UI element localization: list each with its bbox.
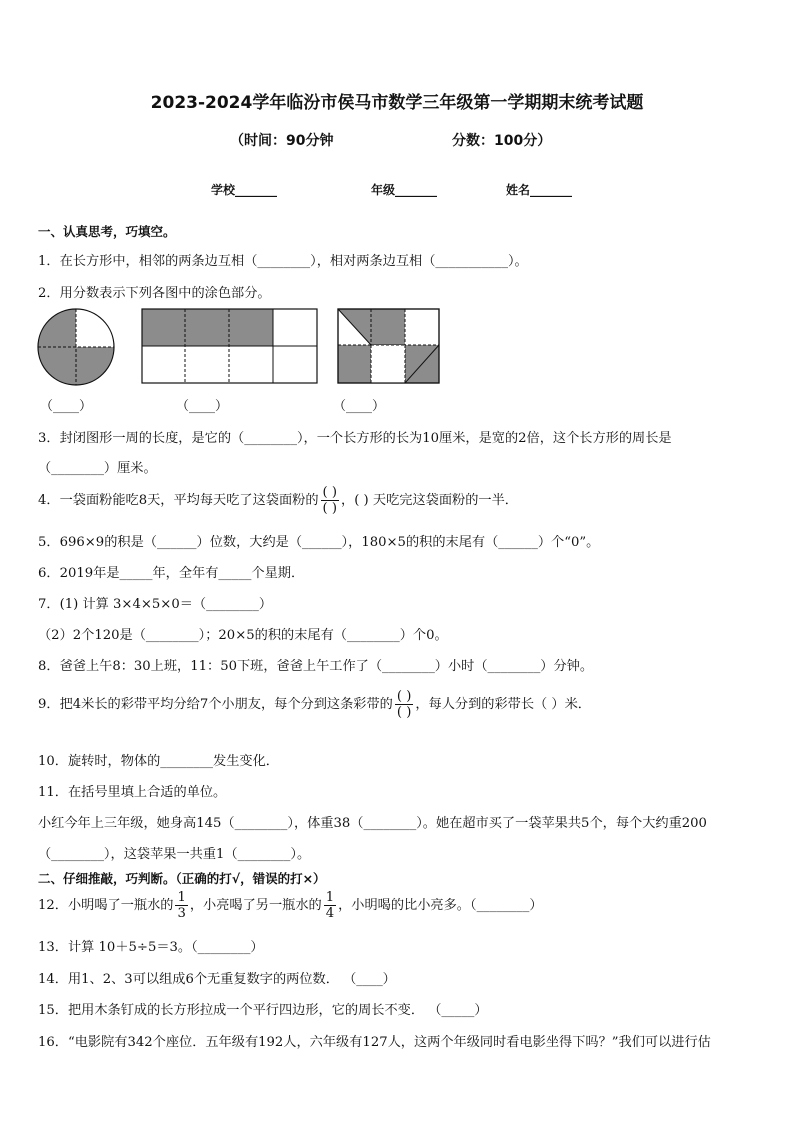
question-1: 1．在长方形中，相邻的两条边互相（________），相对两条边互相（___________）。 xyxy=(38,254,528,269)
fraction-one-fourth xyxy=(324,891,336,920)
question-12 xyxy=(38,891,543,920)
fraction-numerator: ( ) xyxy=(322,485,338,500)
question-7-part-2: （2）2个120是（________）；20×5的积的末尾有（________）个0。 xyxy=(38,628,448,643)
fraction-numerator: ( ) xyxy=(396,689,412,704)
exam-time: （时间：90分钟 xyxy=(230,133,334,149)
question-9-text-b: ，每人分到的彩带长（ ）米． xyxy=(415,697,591,713)
question-11-line-2: （________），这袋苹果一共重1（________）。 xyxy=(38,847,311,862)
exam-score: 分数：100分） xyxy=(452,133,552,149)
circle-figure xyxy=(37,308,117,388)
question-13: 13．计算 10＋5÷5＝3。（________） xyxy=(38,940,264,955)
fraction-denominator: 3 xyxy=(177,906,186,922)
fraction-denominator: ( ) xyxy=(396,705,412,721)
question-14: 14．用1、2、3可以组成6个无重复数字的两位数． （____） xyxy=(38,972,396,987)
question-4-text-b: ，( ) 天吃完这袋面粉的一半． xyxy=(341,493,518,509)
fraction-denominator: 4 xyxy=(325,906,335,922)
fraction-denominator: ( ) xyxy=(322,501,338,517)
question-2: 2．用分数表示下列各图中的涂色部分。 xyxy=(38,286,271,301)
name-field: 姓名_______ xyxy=(506,183,573,197)
question-9 xyxy=(38,690,591,719)
question-15: 15．把用木条钉成的长方形拉成一个平行四边形，它的周长不变． （_____） xyxy=(38,1003,488,1018)
q2-answer-blank-2[interactable]: （____） xyxy=(176,399,229,414)
question-8: 8．爸爸上午8：30上班，11：50下班，爸爸上午工作了（________）小时（________）分钟。 xyxy=(38,659,594,674)
question-4 xyxy=(38,486,518,515)
question-12-text-c: ，小明喝的比小亮多。（________） xyxy=(338,898,543,914)
rectangle-figure xyxy=(141,308,319,386)
question-9-text-a: 9．把4米长的彩带平均分给7个小朋友，每个分到这条彩带的 xyxy=(38,697,393,713)
school-field: 学校_______ xyxy=(211,183,278,197)
question-3-line-1: 3．封闭图形一周的长度，是它的（________），一个长方形的长为10厘米，是宽的2倍，这个长方形的周长是 xyxy=(38,431,672,446)
section-1-heading: 一、认真思考，巧填空。 xyxy=(38,224,176,239)
question-5: 5．696×9的积是（______）位数，大约是（______），180×5的积的末尾有（______）个“0”。 xyxy=(38,535,600,550)
question-9-fraction[interactable] xyxy=(395,690,413,719)
q2-answer-blank-1[interactable]: （____） xyxy=(40,399,93,414)
question-7-part-1: 7．(1) 计算 3×4×5×0＝（________） xyxy=(38,597,273,612)
question-12-text-a: 12．小明喝了一瓶水的 xyxy=(38,898,174,914)
question-6: 6．2019年是_____年，全年有_____个星期． xyxy=(38,566,305,581)
question-3-line-2: （________）厘米。 xyxy=(38,461,157,476)
question-11-line-1: 小红今年上三年级，她身高145（________），体重38（________）。她在超市买了一袋苹果共5个，每个大约重200 xyxy=(38,816,707,831)
fraction-one-third xyxy=(175,891,187,920)
question-4-text-a: 4．一袋面粉能吃8天，平均每天吃了这袋面粉的 xyxy=(38,493,319,509)
section-2-heading: 二、仔细推敲，巧判断。（正确的打√，错误的打×） xyxy=(38,871,326,886)
page-title: 2023-2024学年临汾市侯马市数学三年级第一学期期末统考试题 xyxy=(150,93,644,113)
fraction-numerator: 1 xyxy=(177,890,186,905)
question-16: 16．“电影院有342个座位．五年级有192人，六年级有127人，这两个年级同时看电影坐得下吗？”我们可以进行估 xyxy=(38,1035,711,1050)
grade-field: 年级_______ xyxy=(371,183,438,197)
question-10: 10．旋转时，物体的________发生变化． xyxy=(38,754,279,769)
triangle-figure xyxy=(337,308,441,386)
question-12-text-b: ，小亮喝了另一瓶水的 xyxy=(189,898,322,914)
fraction-numerator: 1 xyxy=(325,890,335,905)
q2-answer-blank-3[interactable]: （____） xyxy=(333,399,386,414)
question-11: 11．在括号里填上合适的单位。 xyxy=(38,785,227,800)
question-4-fraction[interactable] xyxy=(321,486,339,515)
